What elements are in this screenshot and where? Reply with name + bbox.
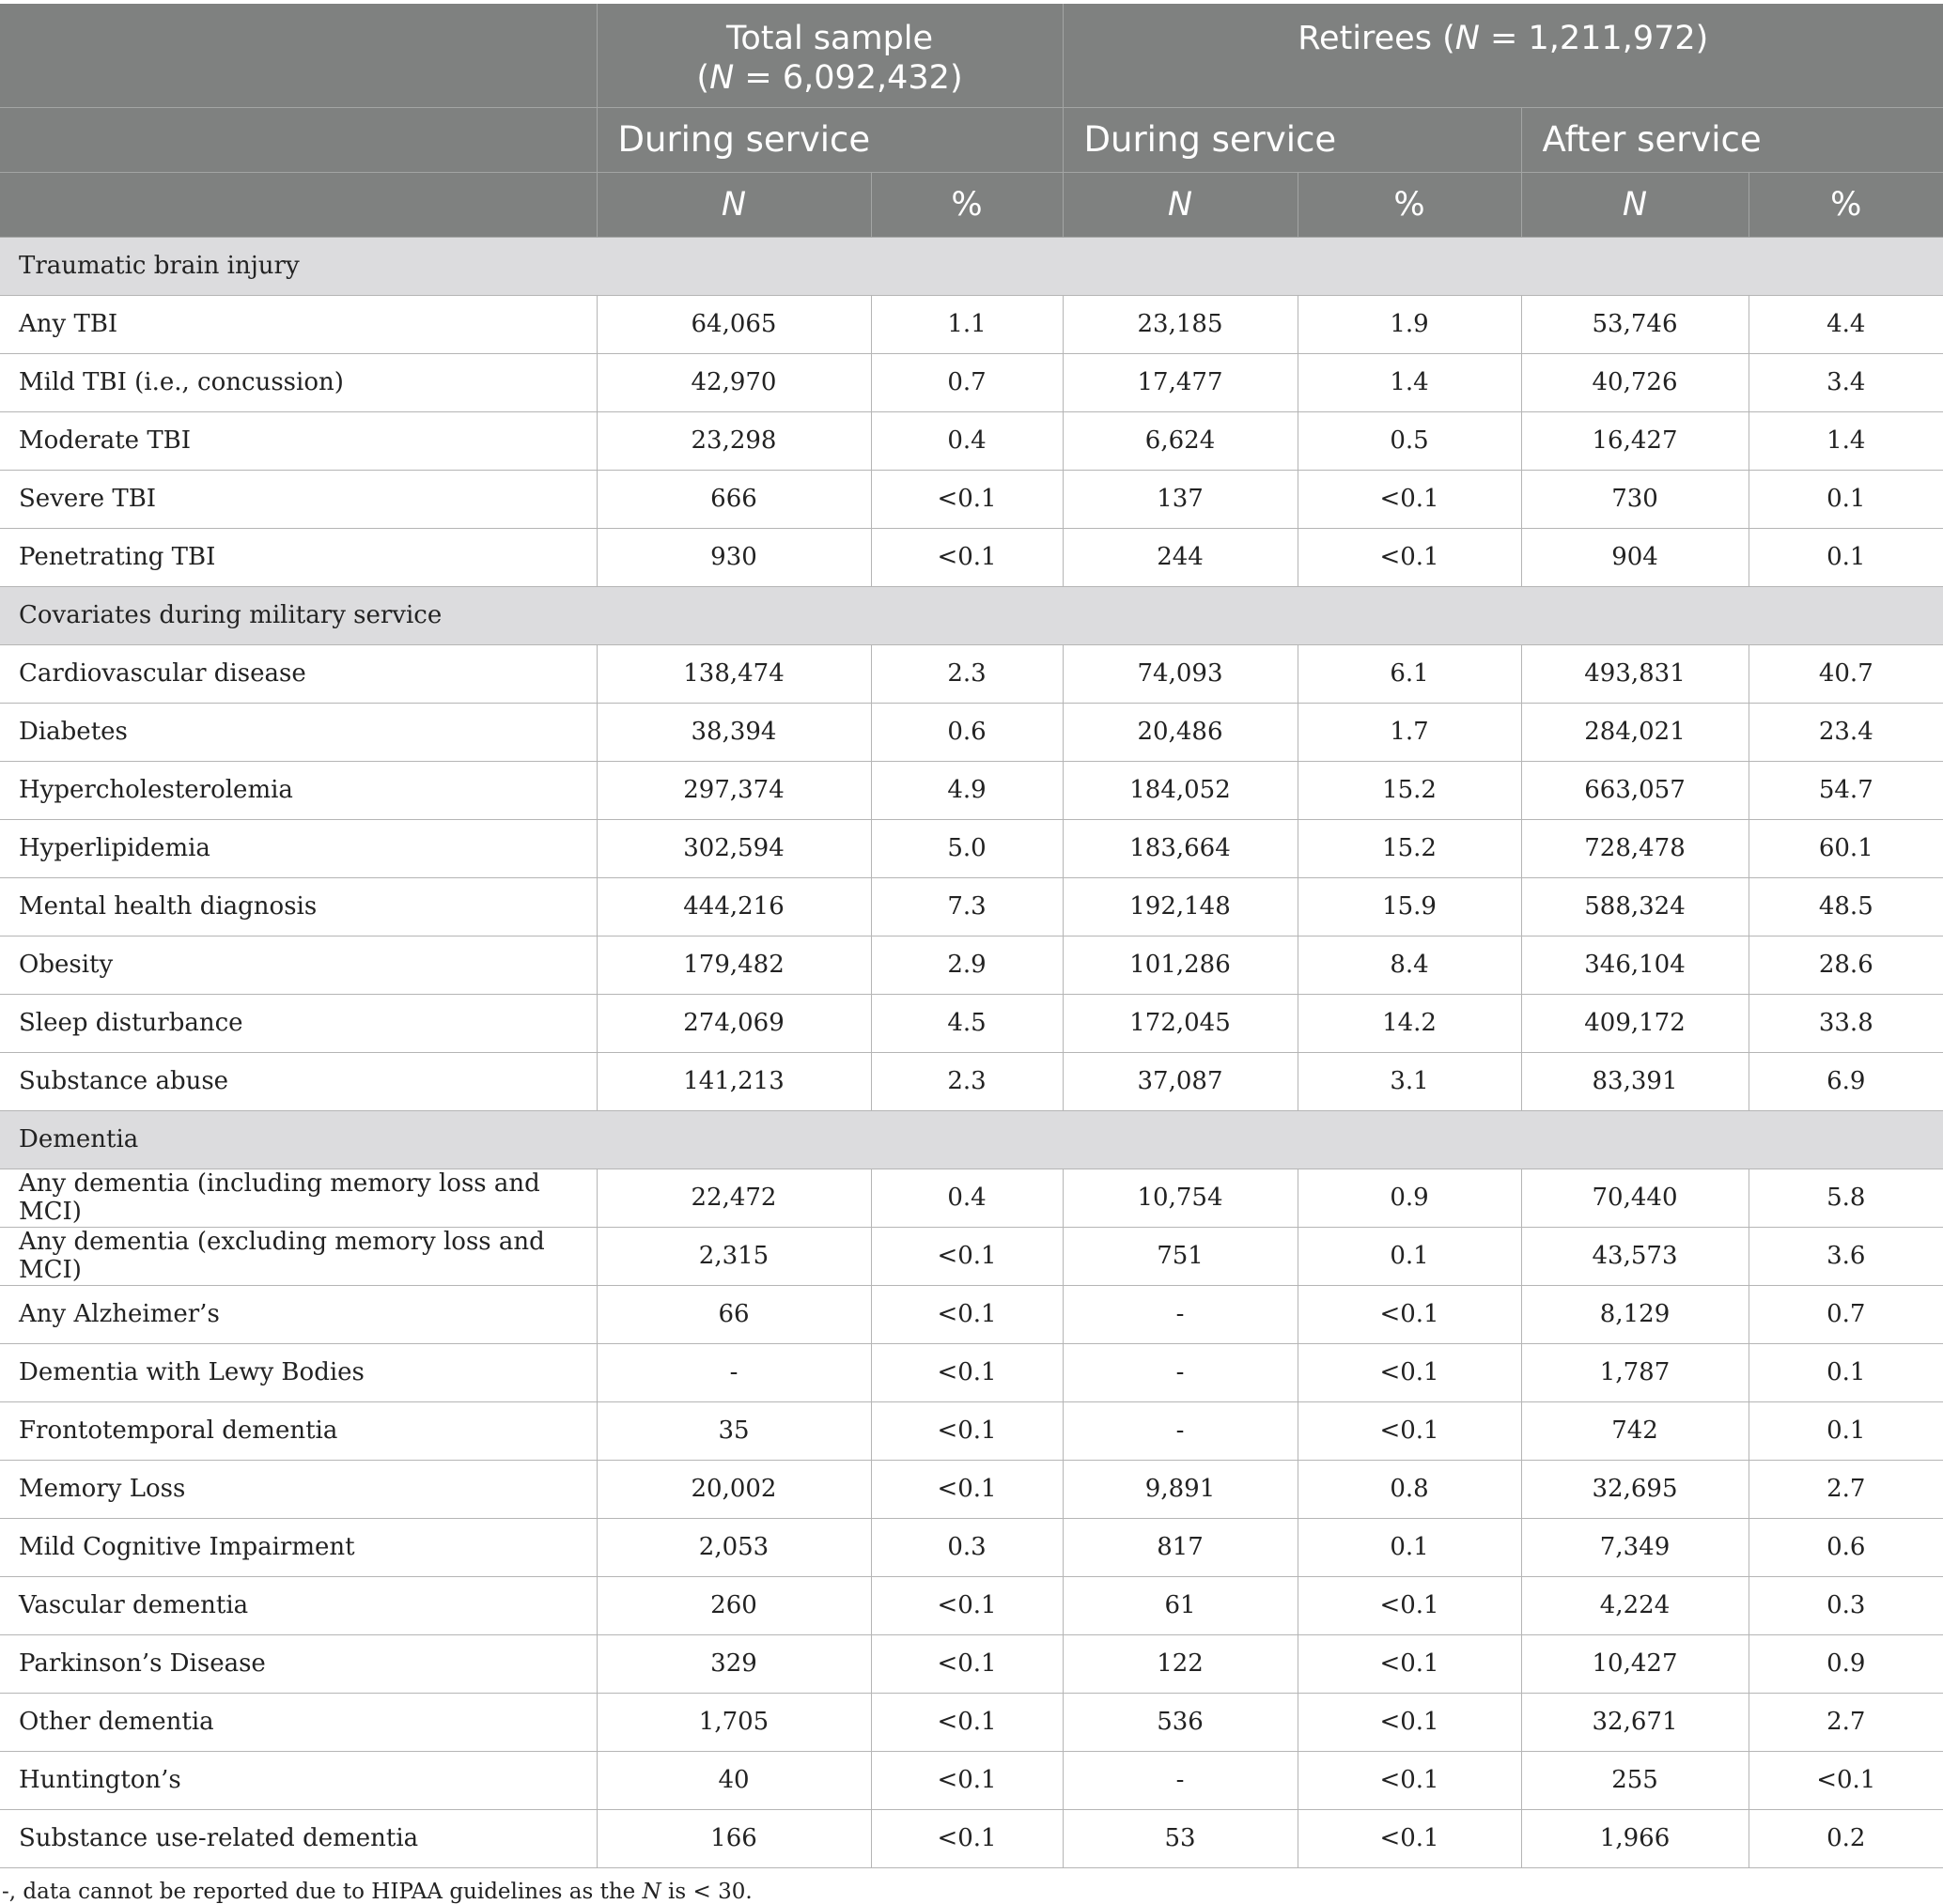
cell-percent: <0.1 bbox=[1749, 1751, 1943, 1809]
header-row-columns bbox=[0, 172, 1943, 237]
cell-count: 166 bbox=[597, 1809, 871, 1867]
cell-percent: 1.7 bbox=[1298, 703, 1521, 761]
n-symbol: N bbox=[1454, 20, 1480, 57]
cell-count: 61 bbox=[1063, 1576, 1298, 1634]
cell-count: 53,746 bbox=[1521, 295, 1749, 353]
cell-count: 260 bbox=[597, 1576, 871, 1634]
cell-count: 184,052 bbox=[1063, 761, 1298, 819]
cell-percent: 1.1 bbox=[871, 295, 1063, 353]
cell-percent: <0.1 bbox=[871, 470, 1063, 528]
cell-percent: 0.1 bbox=[1749, 470, 1943, 528]
row-label: Diabetes bbox=[0, 703, 597, 761]
header-retirees bbox=[1063, 4, 1943, 107]
header-row-groups bbox=[0, 4, 1943, 107]
cell-percent: 8.4 bbox=[1298, 936, 1521, 994]
cell-count: 6,624 bbox=[1063, 411, 1298, 470]
cell-percent: 2.7 bbox=[1749, 1460, 1943, 1518]
cell-percent: 33.8 bbox=[1749, 994, 1943, 1052]
cell-percent: 0.6 bbox=[1749, 1518, 1943, 1576]
header-period-retirees-during: During service bbox=[1063, 107, 1521, 172]
col-percent: % bbox=[1749, 172, 1943, 237]
footnote: -, data cannot be reported due to HIPAA guidelines as the N is < 30. bbox=[2, 1879, 753, 1904]
retirees-count: = 1,211,972) bbox=[1479, 20, 1709, 57]
cell-count: 666 bbox=[597, 470, 871, 528]
cell-percent: 15.2 bbox=[1298, 761, 1521, 819]
cell-count: - bbox=[597, 1343, 871, 1401]
cell-count: 38,394 bbox=[597, 703, 871, 761]
cell-percent: <0.1 bbox=[871, 1634, 1063, 1693]
cell-count: 35 bbox=[597, 1401, 871, 1460]
cell-count: 40,726 bbox=[1521, 353, 1749, 411]
cell-percent: 0.1 bbox=[1298, 1518, 1521, 1576]
table-row bbox=[0, 1169, 1943, 1227]
cell-percent: 3.4 bbox=[1749, 353, 1943, 411]
cell-count: 346,104 bbox=[1521, 936, 1749, 994]
row-label: Moderate TBI bbox=[0, 411, 597, 470]
table-row bbox=[0, 1285, 1943, 1343]
cell-percent: <0.1 bbox=[871, 1751, 1063, 1809]
row-label: Mild Cognitive Impairment bbox=[0, 1518, 597, 1576]
cell-percent: 0.1 bbox=[1749, 1401, 1943, 1460]
table-body bbox=[0, 237, 1943, 1867]
cell-percent: 2.3 bbox=[871, 1052, 1063, 1110]
cell-percent: 14.2 bbox=[1298, 994, 1521, 1052]
table-row bbox=[0, 761, 1943, 819]
cell-count: 730 bbox=[1521, 470, 1749, 528]
table-row bbox=[0, 528, 1943, 586]
cell-percent: <0.1 bbox=[871, 1693, 1063, 1751]
row-label: Any TBI bbox=[0, 295, 597, 353]
cell-count: 23,298 bbox=[597, 411, 871, 470]
cell-count: 66 bbox=[597, 1285, 871, 1343]
cell-percent: 15.2 bbox=[1298, 819, 1521, 877]
row-label: Dementia with Lewy Bodies bbox=[0, 1343, 597, 1401]
table-row bbox=[0, 353, 1943, 411]
cell-count: 20,002 bbox=[597, 1460, 871, 1518]
cell-count: 32,671 bbox=[1521, 1693, 1749, 1751]
cell-percent: 1.4 bbox=[1749, 411, 1943, 470]
section-row bbox=[0, 1110, 1943, 1169]
cell-percent: <0.1 bbox=[1298, 1809, 1521, 1867]
table-row bbox=[0, 1227, 1943, 1285]
cell-count: 37,087 bbox=[1063, 1052, 1298, 1110]
cell-percent: 0.9 bbox=[1749, 1634, 1943, 1693]
cell-count: 297,374 bbox=[597, 761, 871, 819]
header-row-periods bbox=[0, 107, 1943, 172]
header-period-retirees-after: After service bbox=[1521, 107, 1943, 172]
cell-count: 101,286 bbox=[1063, 936, 1298, 994]
header-total-sample: Total sample (N = 6,092,432) bbox=[597, 4, 1063, 107]
cell-count: 20,486 bbox=[1063, 703, 1298, 761]
cell-count: 10,427 bbox=[1521, 1634, 1749, 1693]
cell-count: 244 bbox=[1063, 528, 1298, 586]
cell-count: 1,966 bbox=[1521, 1809, 1749, 1867]
cell-count: 284,021 bbox=[1521, 703, 1749, 761]
cell-count: 329 bbox=[597, 1634, 871, 1693]
cell-count: 74,093 bbox=[1063, 644, 1298, 703]
cell-count: 1,787 bbox=[1521, 1343, 1749, 1401]
cell-percent: <0.1 bbox=[1298, 1576, 1521, 1634]
cell-percent: 1.4 bbox=[1298, 353, 1521, 411]
table-container bbox=[0, 4, 1943, 1904]
cell-count: 40 bbox=[597, 1751, 871, 1809]
cell-percent: 0.1 bbox=[1298, 1227, 1521, 1285]
cell-percent: 0.1 bbox=[1749, 1343, 1943, 1401]
cell-percent: 0.8 bbox=[1298, 1460, 1521, 1518]
row-label: Hypercholesterolemia bbox=[0, 761, 597, 819]
row-label: Frontotemporal dementia bbox=[0, 1401, 597, 1460]
cell-percent: 2.9 bbox=[871, 936, 1063, 994]
table-row bbox=[0, 1518, 1943, 1576]
row-label: Cardiovascular disease bbox=[0, 644, 597, 703]
cell-percent: 0.4 bbox=[871, 411, 1063, 470]
cell-count: 192,148 bbox=[1063, 877, 1298, 936]
row-label: Substance abuse bbox=[0, 1052, 597, 1110]
col-n: N bbox=[597, 172, 871, 237]
cell-count: 138,474 bbox=[597, 644, 871, 703]
table-row bbox=[0, 1634, 1943, 1693]
cell-percent: 4.9 bbox=[871, 761, 1063, 819]
table-row bbox=[0, 1460, 1943, 1518]
table-row bbox=[0, 1751, 1943, 1809]
cell-percent: 0.2 bbox=[1749, 1809, 1943, 1867]
cell-percent: <0.1 bbox=[871, 1343, 1063, 1401]
cell-percent: 2.7 bbox=[1749, 1693, 1943, 1751]
table-row bbox=[0, 877, 1943, 936]
row-label: Any Alzheimer’s bbox=[0, 1285, 597, 1343]
cell-percent: <0.1 bbox=[1298, 1634, 1521, 1693]
cell-percent: 48.5 bbox=[1749, 877, 1943, 936]
row-label: Penetrating TBI bbox=[0, 528, 597, 586]
header-blank-cell bbox=[0, 4, 597, 107]
cell-percent: <0.1 bbox=[871, 1401, 1063, 1460]
cell-percent: <0.1 bbox=[1298, 528, 1521, 586]
cell-percent: 5.8 bbox=[1749, 1169, 1943, 1227]
col-percent: % bbox=[871, 172, 1063, 237]
table-row bbox=[0, 819, 1943, 877]
cell-percent: <0.1 bbox=[871, 1460, 1063, 1518]
table-row bbox=[0, 1052, 1943, 1110]
cell-count: 10,754 bbox=[1063, 1169, 1298, 1227]
cell-percent: 0.5 bbox=[1298, 411, 1521, 470]
table-row bbox=[0, 470, 1943, 528]
cell-count: 8,129 bbox=[1521, 1285, 1749, 1343]
cell-count: 4,224 bbox=[1521, 1576, 1749, 1634]
cell-count: 137 bbox=[1063, 470, 1298, 528]
section-row bbox=[0, 237, 1943, 295]
cell-count: 122 bbox=[1063, 1634, 1298, 1693]
cell-percent: <0.1 bbox=[871, 528, 1063, 586]
section-title: Traumatic brain injury bbox=[0, 237, 1943, 295]
cell-percent: <0.1 bbox=[1298, 1285, 1521, 1343]
cell-percent: 0.3 bbox=[871, 1518, 1063, 1576]
cell-count: 274,069 bbox=[597, 994, 871, 1052]
section-row bbox=[0, 586, 1943, 644]
cell-percent: 0.6 bbox=[871, 703, 1063, 761]
cell-percent: 6.9 bbox=[1749, 1052, 1943, 1110]
cell-percent: 0.3 bbox=[1749, 1576, 1943, 1634]
cell-count: 444,216 bbox=[597, 877, 871, 936]
cell-count: 83,391 bbox=[1521, 1052, 1749, 1110]
cell-percent: 4.5 bbox=[871, 994, 1063, 1052]
cell-percent: 3.6 bbox=[1749, 1227, 1943, 1285]
cell-count: 42,970 bbox=[597, 353, 871, 411]
cell-percent: 4.4 bbox=[1749, 295, 1943, 353]
cell-percent: 0.1 bbox=[1749, 528, 1943, 586]
cell-percent: 60.1 bbox=[1749, 819, 1943, 877]
cell-percent: 1.9 bbox=[1298, 295, 1521, 353]
data-table bbox=[0, 4, 1943, 1868]
col-n: N bbox=[1063, 172, 1298, 237]
total-sample-count: = 6,092,432) bbox=[734, 59, 963, 97]
cell-count: 32,695 bbox=[1521, 1460, 1749, 1518]
cell-percent: <0.1 bbox=[871, 1809, 1063, 1867]
row-label: Any dementia (including memory loss and MCI) bbox=[0, 1169, 597, 1227]
row-label: Parkinson’s Disease bbox=[0, 1634, 597, 1693]
cell-count: 588,324 bbox=[1521, 877, 1749, 936]
cell-percent: 7.3 bbox=[871, 877, 1063, 936]
cell-count: 2,315 bbox=[597, 1227, 871, 1285]
cell-percent: 6.1 bbox=[1298, 644, 1521, 703]
table-row bbox=[0, 1693, 1943, 1751]
cell-count: 64,065 bbox=[597, 295, 871, 353]
section-title: Dementia bbox=[0, 1110, 1943, 1169]
retirees-label: Retirees ( bbox=[1298, 20, 1455, 57]
cell-count: 255 bbox=[1521, 1751, 1749, 1809]
cell-percent: 28.6 bbox=[1749, 936, 1943, 994]
cell-count: 663,057 bbox=[1521, 761, 1749, 819]
section-title: Covariates during military service bbox=[0, 586, 1943, 644]
cell-percent: <0.1 bbox=[871, 1576, 1063, 1634]
cell-count: - bbox=[1063, 1751, 1298, 1809]
cell-percent: <0.1 bbox=[1298, 470, 1521, 528]
table-row bbox=[0, 936, 1943, 994]
cell-count: 2,053 bbox=[597, 1518, 871, 1576]
table-row bbox=[0, 1401, 1943, 1460]
cell-percent: 0.4 bbox=[871, 1169, 1063, 1227]
cell-percent: 3.1 bbox=[1298, 1052, 1521, 1110]
cell-count: 728,478 bbox=[1521, 819, 1749, 877]
cell-count: 183,664 bbox=[1063, 819, 1298, 877]
table-row bbox=[0, 1576, 1943, 1634]
header-blank-cell bbox=[0, 172, 597, 237]
row-label: Obesity bbox=[0, 936, 597, 994]
cell-count: 930 bbox=[597, 528, 871, 586]
col-percent: % bbox=[1298, 172, 1521, 237]
cell-count: 1,705 bbox=[597, 1693, 871, 1751]
table-row bbox=[0, 295, 1943, 353]
cell-count: 22,472 bbox=[597, 1169, 871, 1227]
cell-count: 16,427 bbox=[1521, 411, 1749, 470]
cell-count: 9,891 bbox=[1063, 1460, 1298, 1518]
table-row bbox=[0, 1809, 1943, 1867]
row-label: Other dementia bbox=[0, 1693, 597, 1751]
cell-percent: <0.1 bbox=[871, 1285, 1063, 1343]
row-label: Severe TBI bbox=[0, 470, 597, 528]
cell-count: 179,482 bbox=[597, 936, 871, 994]
row-label: Mild TBI (i.e., concussion) bbox=[0, 353, 597, 411]
cell-percent: <0.1 bbox=[1298, 1693, 1521, 1751]
cell-count: 904 bbox=[1521, 528, 1749, 586]
table-row bbox=[0, 1343, 1943, 1401]
cell-count: 17,477 bbox=[1063, 353, 1298, 411]
cell-count: 409,172 bbox=[1521, 994, 1749, 1052]
row-label: Hyperlipidemia bbox=[0, 819, 597, 877]
cell-count: 493,831 bbox=[1521, 644, 1749, 703]
header-blank-cell bbox=[0, 107, 597, 172]
table-row bbox=[0, 703, 1943, 761]
cell-percent: 40.7 bbox=[1749, 644, 1943, 703]
cell-count: 751 bbox=[1063, 1227, 1298, 1285]
n-symbol: N bbox=[642, 1879, 661, 1904]
cell-count: 53 bbox=[1063, 1809, 1298, 1867]
cell-count: 172,045 bbox=[1063, 994, 1298, 1052]
row-label: Mental health diagnosis bbox=[0, 877, 597, 936]
table-header bbox=[0, 4, 1943, 237]
cell-percent: 54.7 bbox=[1749, 761, 1943, 819]
table-row bbox=[0, 644, 1943, 703]
cell-percent: 2.3 bbox=[871, 644, 1063, 703]
cell-percent: 5.0 bbox=[871, 819, 1063, 877]
cell-count: - bbox=[1063, 1343, 1298, 1401]
cell-percent: <0.1 bbox=[1298, 1401, 1521, 1460]
cell-percent: 23.4 bbox=[1749, 703, 1943, 761]
cell-count: 43,573 bbox=[1521, 1227, 1749, 1285]
row-label: Vascular dementia bbox=[0, 1576, 597, 1634]
cell-count: - bbox=[1063, 1401, 1298, 1460]
row-label: Huntington’s bbox=[0, 1751, 597, 1809]
cell-percent: <0.1 bbox=[1298, 1343, 1521, 1401]
cell-percent: 0.9 bbox=[1298, 1169, 1521, 1227]
row-label: Substance use-related dementia bbox=[0, 1809, 597, 1867]
cell-percent: <0.1 bbox=[1298, 1751, 1521, 1809]
total-sample-label: Total sample bbox=[725, 20, 934, 57]
cell-count: 70,440 bbox=[1521, 1169, 1749, 1227]
row-label: Any dementia (excluding memory loss and MCI) bbox=[0, 1227, 597, 1285]
cell-percent: 0.7 bbox=[871, 353, 1063, 411]
row-label: Sleep disturbance bbox=[0, 994, 597, 1052]
cell-count: 7,349 bbox=[1521, 1518, 1749, 1576]
n-symbol: N bbox=[709, 59, 735, 97]
cell-count: 536 bbox=[1063, 1693, 1298, 1751]
table-row bbox=[0, 994, 1943, 1052]
cell-percent: 0.7 bbox=[1749, 1285, 1943, 1343]
cell-count: 817 bbox=[1063, 1518, 1298, 1576]
cell-count: 23,185 bbox=[1063, 295, 1298, 353]
cell-percent: 15.9 bbox=[1298, 877, 1521, 936]
table-row bbox=[0, 411, 1943, 470]
cell-count: 742 bbox=[1521, 1401, 1749, 1460]
cell-percent: <0.1 bbox=[871, 1227, 1063, 1285]
col-n: N bbox=[1521, 172, 1749, 237]
cell-count: 141,213 bbox=[597, 1052, 871, 1110]
cell-count: - bbox=[1063, 1285, 1298, 1343]
cell-count: 302,594 bbox=[597, 819, 871, 877]
header-period-total-during: During service bbox=[597, 107, 1063, 172]
row-label: Memory Loss bbox=[0, 1460, 597, 1518]
